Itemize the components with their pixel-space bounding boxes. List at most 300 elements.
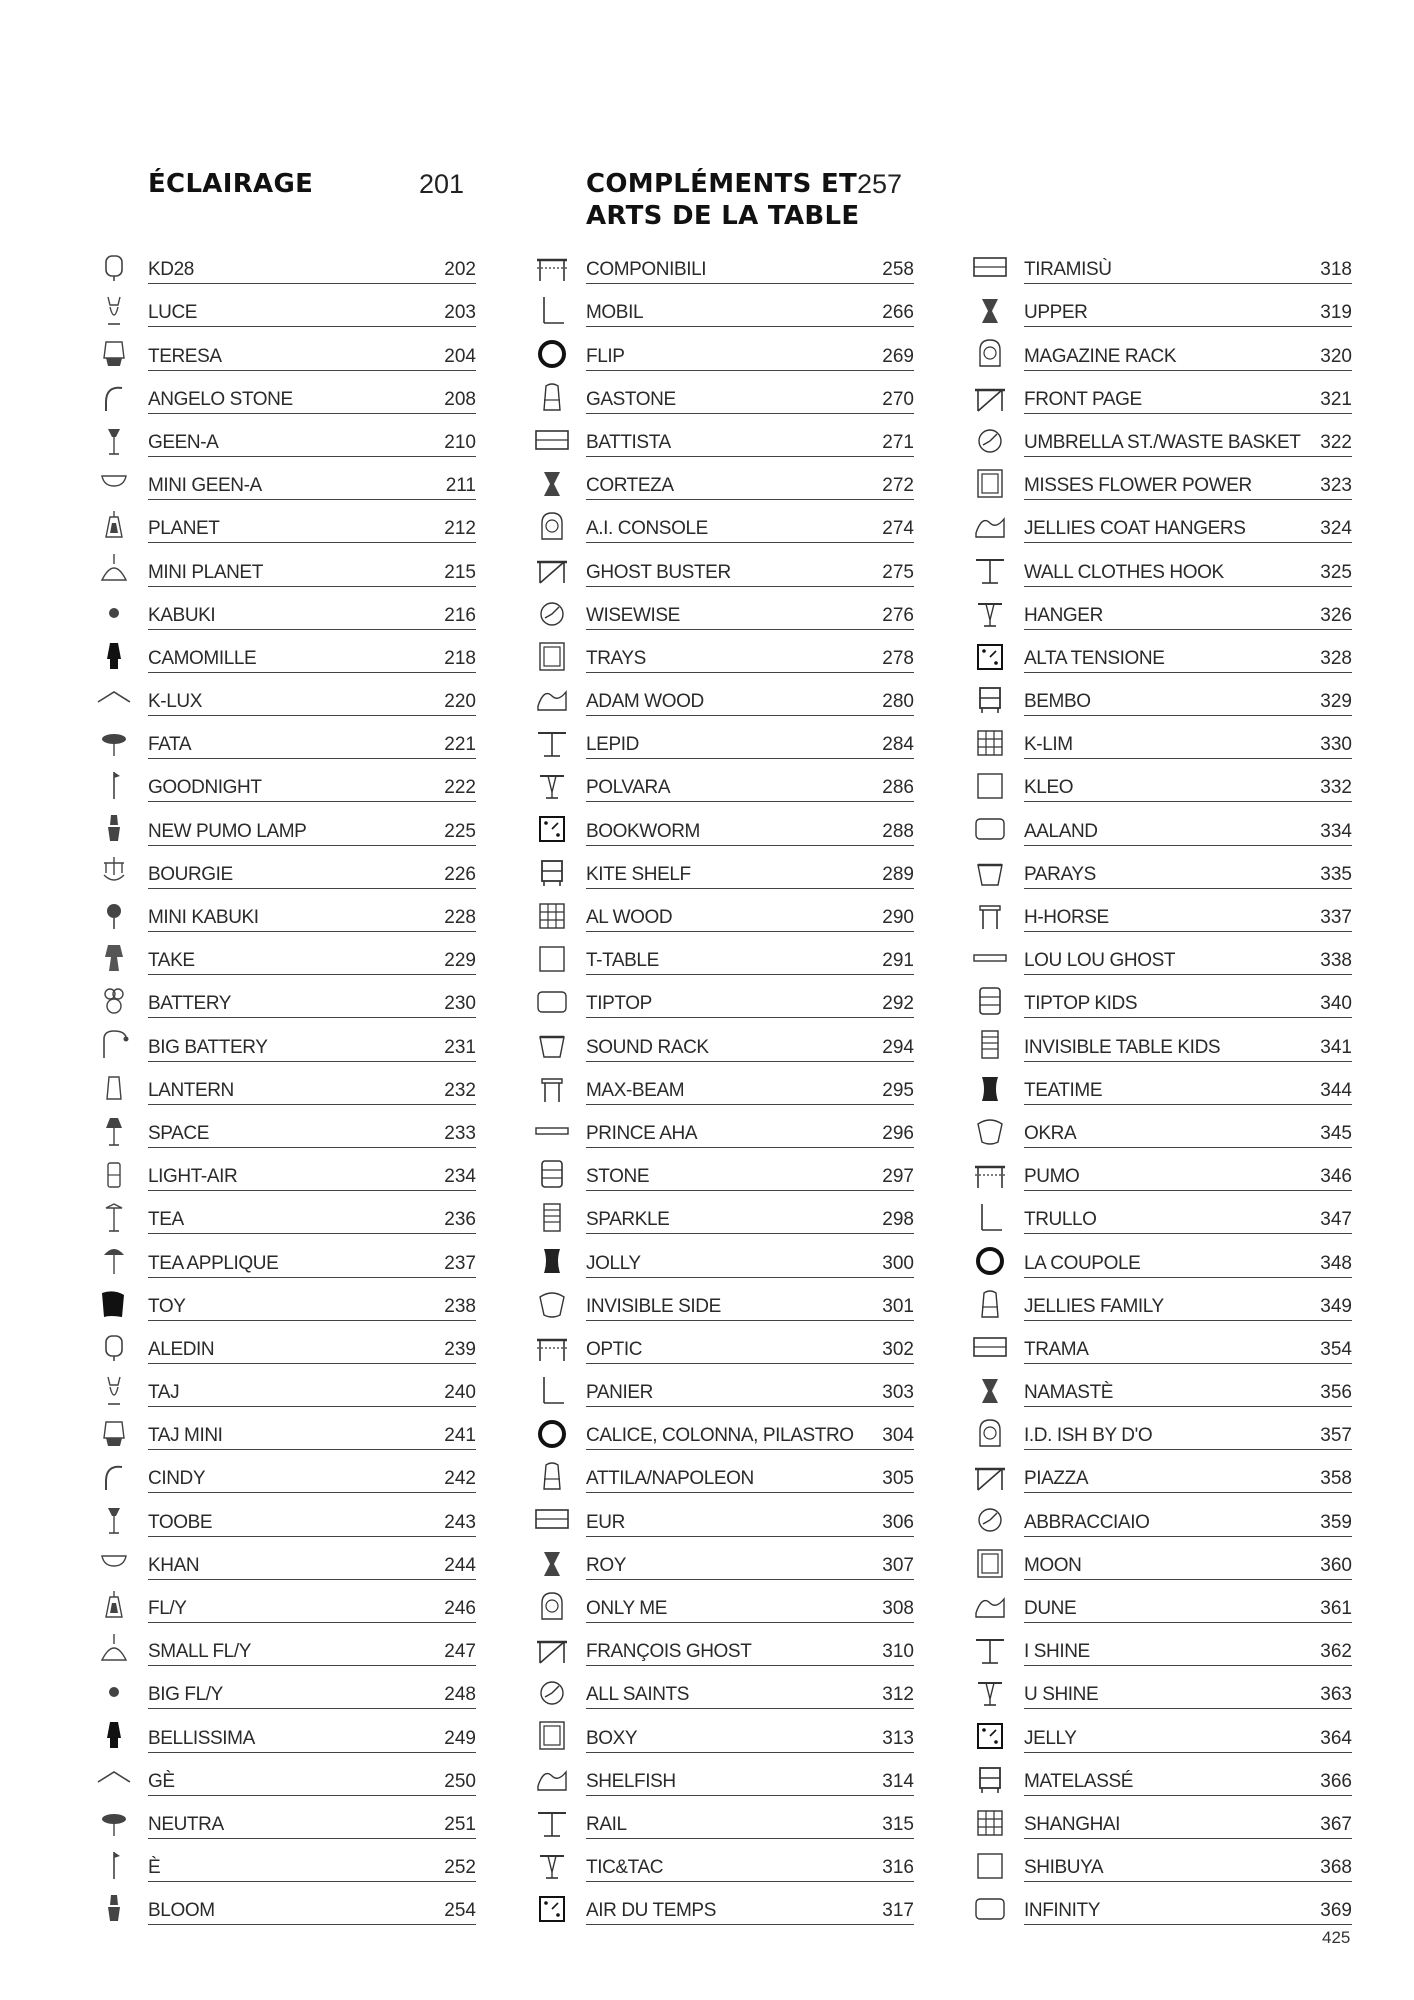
entry-name: FL/Y (148, 1598, 187, 1619)
entry-page-number: 210 (444, 431, 476, 453)
entry-underline (148, 542, 476, 543)
componibili-icon (534, 250, 570, 284)
entry-underline (1024, 586, 1352, 587)
entry-underline (1024, 1449, 1352, 1450)
index-entry (96, 419, 476, 462)
index-entry (534, 1326, 914, 1369)
index-entry (534, 376, 914, 419)
mini-kabuki-lamp-icon (96, 898, 132, 932)
ghost-buster-icon (534, 552, 570, 586)
entry-page-number: 211 (445, 475, 476, 497)
entry-page-number: 290 (882, 907, 914, 928)
toy-lamp-icon (96, 1287, 132, 1321)
entry-underline (1024, 1277, 1352, 1278)
entry-underline (148, 1233, 476, 1234)
tic-tac-clock-icon (534, 1848, 570, 1882)
entry-name: AIR DU TEMPS (586, 1900, 716, 1922)
entry-name: KHAN (148, 1554, 200, 1576)
index-entry (96, 937, 476, 980)
entry-page-number: 324 (1320, 518, 1352, 540)
entry-page-number: 272 (882, 475, 914, 497)
index-entry (96, 1283, 476, 1326)
entry-page-number: 305 (882, 1468, 914, 1490)
big-fly-pendant-icon (96, 1675, 132, 1709)
entry-name: FRANÇOIS GHOST (586, 1641, 752, 1663)
entry-name: UMBRELLA ST./WASTE BASKET (1024, 431, 1301, 453)
entry-name: A.I. CONSOLE (586, 518, 708, 540)
optic-icon (534, 1330, 570, 1364)
entry-name: MISSES FLOWER POWER (1024, 475, 1252, 497)
ge-pendant-icon (96, 1762, 132, 1796)
entry-underline (148, 1492, 476, 1493)
index-entry (534, 1239, 914, 1282)
entry-underline (1024, 1622, 1352, 1623)
entry-underline (1024, 931, 1352, 932)
entry-name: FRONT PAGE (1024, 388, 1142, 410)
only-me-mirror-icon (534, 1589, 570, 1623)
entry-name: TEA APPLIQUE (148, 1252, 279, 1274)
entry-page-number: 337 (1320, 907, 1352, 928)
stone-stool-icon (534, 1157, 570, 1191)
ai-console-icon (534, 509, 570, 543)
toobe-lamp-icon (96, 1502, 132, 1536)
entry-page-number: 240 (444, 1382, 476, 1404)
entry-page-number: 249 (444, 1727, 476, 1749)
entry-name: OPTIC (586, 1338, 643, 1360)
entry-page-number: 300 (882, 1252, 914, 1274)
entry-underline (1024, 845, 1352, 846)
entry-underline (1024, 1017, 1352, 1018)
attila-napoleon-icon (534, 1459, 570, 1493)
entry-name: INVISIBLE TABLE KIDS (1024, 1036, 1221, 1058)
entry-name: COMPONIBILI (586, 259, 707, 281)
index-entry (534, 1542, 914, 1585)
entry-page-number: 221 (444, 734, 476, 756)
index-entry (96, 1801, 476, 1844)
section-page-number: 257 (856, 169, 902, 199)
index-entry (96, 894, 476, 937)
entry-page-number: 295 (882, 1079, 914, 1101)
khan-chandelier-icon (96, 1546, 132, 1580)
index-entry (534, 1110, 914, 1153)
index-entry (96, 505, 476, 548)
entry-page-number: 347 (1320, 1209, 1352, 1231)
entry-underline (1024, 1795, 1352, 1796)
index-entry (534, 1412, 914, 1455)
luce-arc-lamp-icon (96, 293, 132, 327)
entry-page-number: 303 (882, 1382, 914, 1404)
entry-underline (586, 888, 914, 889)
entry-name: ROY (586, 1554, 626, 1576)
sparkle-stool-icon (534, 1200, 570, 1234)
index-entry (972, 1023, 1352, 1066)
section-page-number: 201 (418, 169, 464, 199)
index-entry (534, 289, 914, 332)
all-saints-mirror-icon (534, 1675, 570, 1709)
entry-underline (1024, 1061, 1352, 1062)
entry-name: CALICE, COLONNA, PILASTRO (586, 1425, 854, 1447)
index-entry (972, 1239, 1352, 1282)
entry-page-number: 323 (1320, 475, 1352, 497)
entry-underline (1024, 1104, 1352, 1105)
entry-underline (1024, 758, 1352, 759)
matelasse-icon (972, 1762, 1008, 1796)
tiptop-kids-icon (972, 984, 1008, 1018)
index-entry (534, 462, 914, 505)
entry-underline (586, 974, 914, 975)
i-shine-vase-icon (972, 1632, 1008, 1666)
index-entry (96, 1196, 476, 1239)
entry-page-number: 368 (1320, 1857, 1352, 1879)
entry-page-number: 321 (1320, 388, 1352, 410)
entry-page-number: 215 (444, 561, 476, 583)
section-title: COMPLÉMENTS ET ARTS DE LA TABLE (586, 169, 860, 231)
entry-page-number: 258 (882, 259, 914, 281)
entry-underline (1024, 499, 1352, 500)
entry-page-number: 310 (882, 1641, 914, 1663)
index-entry (96, 1628, 476, 1671)
entry-page-number: 216 (444, 604, 476, 626)
entry-underline (148, 845, 476, 846)
entry-page-number: 364 (1320, 1727, 1352, 1749)
entry-page-number: 278 (882, 647, 914, 669)
rail-icon (534, 1805, 570, 1839)
index-entry (96, 1326, 476, 1369)
entry-underline (148, 1190, 476, 1191)
index-entry (534, 894, 914, 937)
polvara-icon (534, 768, 570, 802)
entry-underline (1024, 672, 1352, 673)
index-entry (96, 462, 476, 505)
entry-name: BATTERY (148, 993, 232, 1015)
index-entry (96, 1412, 476, 1455)
cindy-lamp-icon (96, 1459, 132, 1493)
entry-underline (1024, 283, 1352, 284)
entry-underline (1024, 1881, 1352, 1882)
air-du-temps-clock-icon (534, 1891, 570, 1925)
entry-name: TAKE (148, 950, 195, 972)
index-entry (972, 980, 1352, 1023)
entry-name: TIRAMISÙ (1024, 259, 1112, 281)
entry-name: T-TABLE (586, 950, 659, 972)
entry-underline (586, 1449, 914, 1450)
bembo-rug-icon (972, 682, 1008, 716)
entry-underline (148, 758, 476, 759)
index-entry (534, 1671, 914, 1714)
entry-name: K-LUX (148, 691, 202, 713)
entry-name: GEEN-A (148, 431, 219, 453)
entry-name: BEMBO (1024, 691, 1091, 713)
entry-page-number: 222 (444, 777, 476, 799)
entry-underline (586, 845, 914, 846)
entry-name: JELLY (1024, 1727, 1077, 1749)
k-lux-lamp-icon (96, 682, 132, 716)
entry-underline (586, 801, 914, 802)
entry-name: POLVARA (586, 777, 671, 799)
index-entry (972, 1196, 1352, 1239)
index-entry (96, 1455, 476, 1498)
entry-page-number: 297 (882, 1166, 914, 1188)
index-entry (534, 1283, 914, 1326)
fly-pendant-icon (96, 1589, 132, 1623)
angelo-stone-lamp-icon (96, 380, 132, 414)
entry-underline (1024, 629, 1352, 630)
entry-page-number: 243 (444, 1511, 476, 1533)
wisewise-icon (534, 596, 570, 630)
entry-name: PRINCE AHA (586, 1122, 698, 1144)
entry-name: BOXY (586, 1727, 638, 1749)
entry-page-number: 359 (1320, 1511, 1352, 1533)
index-entry (96, 1714, 476, 1757)
entry-underline (148, 1320, 476, 1321)
entry-name: JOLLY (586, 1252, 641, 1274)
index-entry (96, 721, 476, 764)
la-coupole-icon (972, 1243, 1008, 1277)
entry-name: NEUTRA (148, 1813, 224, 1835)
index-entry (534, 764, 914, 807)
entry-underline (148, 1622, 476, 1623)
entry-name: HANGER (1024, 604, 1103, 626)
entry-underline (586, 370, 914, 371)
entry-underline (586, 586, 914, 587)
entry-page-number: 225 (444, 820, 476, 842)
entry-page-number: 294 (882, 1036, 914, 1058)
entry-page-number: 326 (1320, 604, 1352, 626)
entry-page-number: 208 (444, 388, 476, 410)
entry-underline (148, 801, 476, 802)
entry-underline (586, 1622, 914, 1623)
entry-page-number: 334 (1320, 820, 1352, 842)
entry-page-number: 284 (882, 734, 914, 756)
entry-page-number: 238 (444, 1295, 476, 1317)
entry-underline (148, 456, 476, 457)
entry-underline (1024, 1708, 1352, 1709)
entry-underline (1024, 456, 1352, 457)
entry-page-number: 318 (1320, 259, 1352, 281)
index-entry (972, 1714, 1352, 1757)
index-entry (534, 1153, 914, 1196)
bellissima-pendant-icon (96, 1718, 132, 1752)
bourgie-lamp-icon (96, 855, 132, 889)
entry-page-number: 250 (444, 1770, 476, 1792)
index-entry (96, 1758, 476, 1801)
entry-page-number: 363 (1320, 1684, 1352, 1706)
eur-icon (534, 1502, 570, 1536)
new-pumo-lamp-icon (96, 811, 132, 845)
index-entry (96, 332, 476, 375)
entry-page-number: 271 (882, 431, 914, 453)
entry-page-number: 228 (444, 907, 476, 928)
entry-page-number: 313 (882, 1727, 914, 1749)
entry-name: BLOOM (148, 1900, 215, 1922)
entry-page-number: 358 (1320, 1468, 1352, 1490)
entry-name: CINDY (148, 1468, 206, 1490)
magazine-rack-icon (972, 336, 1008, 370)
entry-page-number: 232 (444, 1079, 476, 1101)
entry-page-number: 233 (444, 1122, 476, 1144)
entry-page-number: 307 (882, 1554, 914, 1576)
al-wood-icon (534, 898, 570, 932)
entry-underline (1024, 1233, 1352, 1234)
index-entry (972, 592, 1352, 635)
entry-page-number: 289 (882, 863, 914, 885)
invisible-side-icon (534, 1287, 570, 1321)
shanghai-icon (972, 1805, 1008, 1839)
entry-underline (148, 1838, 476, 1839)
camomille-lamp-icon (96, 639, 132, 673)
entry-page-number: 254 (444, 1900, 476, 1922)
entry-name: ADAM WOOD (586, 691, 704, 713)
entry-name: TRAYS (586, 647, 646, 669)
entry-name: MOON (1024, 1554, 1082, 1576)
entry-name: BIG BATTERY (148, 1036, 268, 1058)
index-entry (96, 851, 476, 894)
entry-page-number: 247 (444, 1641, 476, 1663)
entry-name: JELLIES FAMILY (1024, 1295, 1164, 1317)
index-entry (96, 1542, 476, 1585)
section-header-complements (586, 168, 902, 238)
entry-underline (1024, 715, 1352, 716)
index-entry (972, 332, 1352, 375)
light-air-lamp-icon (96, 1157, 132, 1191)
entry-page-number: 203 (444, 302, 476, 324)
entry-page-number: 322 (1320, 431, 1352, 453)
index-entry (972, 1326, 1352, 1369)
entry-page-number: 252 (444, 1857, 476, 1879)
sound-rack-icon (534, 1027, 570, 1061)
teatime-tray-icon (972, 1071, 1008, 1105)
index-entry (972, 1412, 1352, 1455)
index-entry (972, 937, 1352, 980)
entry-underline (1024, 1363, 1352, 1364)
entry-name: LEPID (586, 734, 639, 756)
entry-page-number: 236 (444, 1209, 476, 1231)
entry-page-number: 239 (444, 1338, 476, 1360)
entry-name: INFINITY (1024, 1900, 1100, 1922)
entry-name: WISEWISE (586, 604, 680, 626)
bookworm-icon (534, 811, 570, 845)
entry-underline (148, 499, 476, 500)
index-entry (972, 1758, 1352, 1801)
entry-name: È (148, 1857, 161, 1879)
entry-name: LIGHT-AIR (148, 1166, 238, 1188)
alta-tensione-icon (972, 639, 1008, 673)
index-entry (534, 419, 914, 462)
entry-name: GHOST BUSTER (586, 561, 731, 583)
calice-icon (534, 1416, 570, 1450)
entry-page-number: 266 (882, 302, 914, 324)
index-entry (972, 1110, 1352, 1153)
entry-page-number: 275 (882, 561, 914, 583)
neutra-pendant-icon (96, 1805, 132, 1839)
index-entry (96, 289, 476, 332)
entry-underline (148, 1017, 476, 1018)
entry-page-number: 361 (1320, 1598, 1352, 1619)
index-entry (534, 1369, 914, 1412)
entry-name: ANGELO STONE (148, 388, 293, 410)
entry-name: INVISIBLE SIDE (586, 1295, 721, 1317)
entry-name: PIAZZA (1024, 1468, 1089, 1490)
index-entry (534, 548, 914, 591)
entry-page-number: 319 (1320, 302, 1352, 324)
index-entry (96, 764, 476, 807)
entry-name: MINI GEEN-A (148, 475, 262, 497)
entry-name: CAMOMILLE (148, 647, 257, 669)
entry-underline (148, 974, 476, 975)
entry-name: SHIBUYA (1024, 1857, 1104, 1879)
index-entry (972, 1283, 1352, 1326)
entry-name: GÈ (148, 1770, 175, 1792)
entry-page-number: 316 (882, 1857, 914, 1879)
entry-underline (1024, 542, 1352, 543)
entry-underline (1024, 1752, 1352, 1753)
index-entry (972, 1585, 1352, 1628)
prince-aha-icon (534, 1114, 570, 1148)
index-entry (972, 721, 1352, 764)
entry-name: CORTEZA (586, 475, 674, 497)
entry-page-number: 320 (1320, 345, 1352, 367)
index-entry (972, 419, 1352, 462)
index-entry (972, 807, 1352, 850)
entry-name: K-LIM (1024, 734, 1073, 756)
entry-name: LOU LOU GHOST (1024, 950, 1176, 972)
entry-page-number: 292 (882, 993, 914, 1015)
entry-underline (148, 1449, 476, 1450)
index-entry (96, 980, 476, 1023)
index-entry (972, 1801, 1352, 1844)
index-entry (96, 807, 476, 850)
panier-icon (534, 1373, 570, 1407)
entry-underline (586, 1320, 914, 1321)
big-battery-lamp-icon (96, 1027, 132, 1061)
entry-name: SOUND RACK (586, 1036, 709, 1058)
entry-underline (1024, 1838, 1352, 1839)
index-column-eclairage (96, 246, 476, 1930)
entry-name: I.D. ISH BY D'O (1024, 1425, 1153, 1447)
entry-underline (148, 672, 476, 673)
entry-underline (148, 413, 476, 414)
lepid-icon (534, 725, 570, 759)
entry-underline (148, 1881, 476, 1882)
index-column-complements (534, 246, 914, 1930)
space-lamp-icon (96, 1114, 132, 1148)
entry-page-number: 329 (1320, 691, 1352, 713)
index-entry (972, 1628, 1352, 1671)
section-header-eclairage (148, 168, 464, 238)
lou-lou-ghost-chair-icon (972, 941, 1008, 975)
index-entry (96, 246, 476, 289)
entry-underline (586, 1708, 914, 1709)
entry-name: MAGAZINE RACK (1024, 345, 1177, 367)
entry-name: SMALL FL/Y (148, 1641, 252, 1663)
index-entry (972, 462, 1352, 505)
jellies-family-icon (972, 1287, 1008, 1321)
entry-name: BATTISTA (586, 431, 671, 453)
entry-page-number: 344 (1320, 1079, 1352, 1101)
index-entry (972, 1498, 1352, 1541)
entry-underline (586, 1104, 914, 1105)
index-entry (972, 1369, 1352, 1412)
entry-name: TEA (148, 1209, 184, 1231)
entry-page-number: 369 (1320, 1900, 1352, 1922)
entry-page-number: 315 (882, 1813, 914, 1835)
id-ish-icon (972, 1416, 1008, 1450)
entry-page-number: 349 (1320, 1295, 1352, 1317)
entry-name: TAJ MINI (148, 1425, 223, 1447)
entry-name: PANIER (586, 1382, 653, 1404)
entry-underline (1024, 1406, 1352, 1407)
jellies-coat-hanger-icon (972, 509, 1008, 543)
